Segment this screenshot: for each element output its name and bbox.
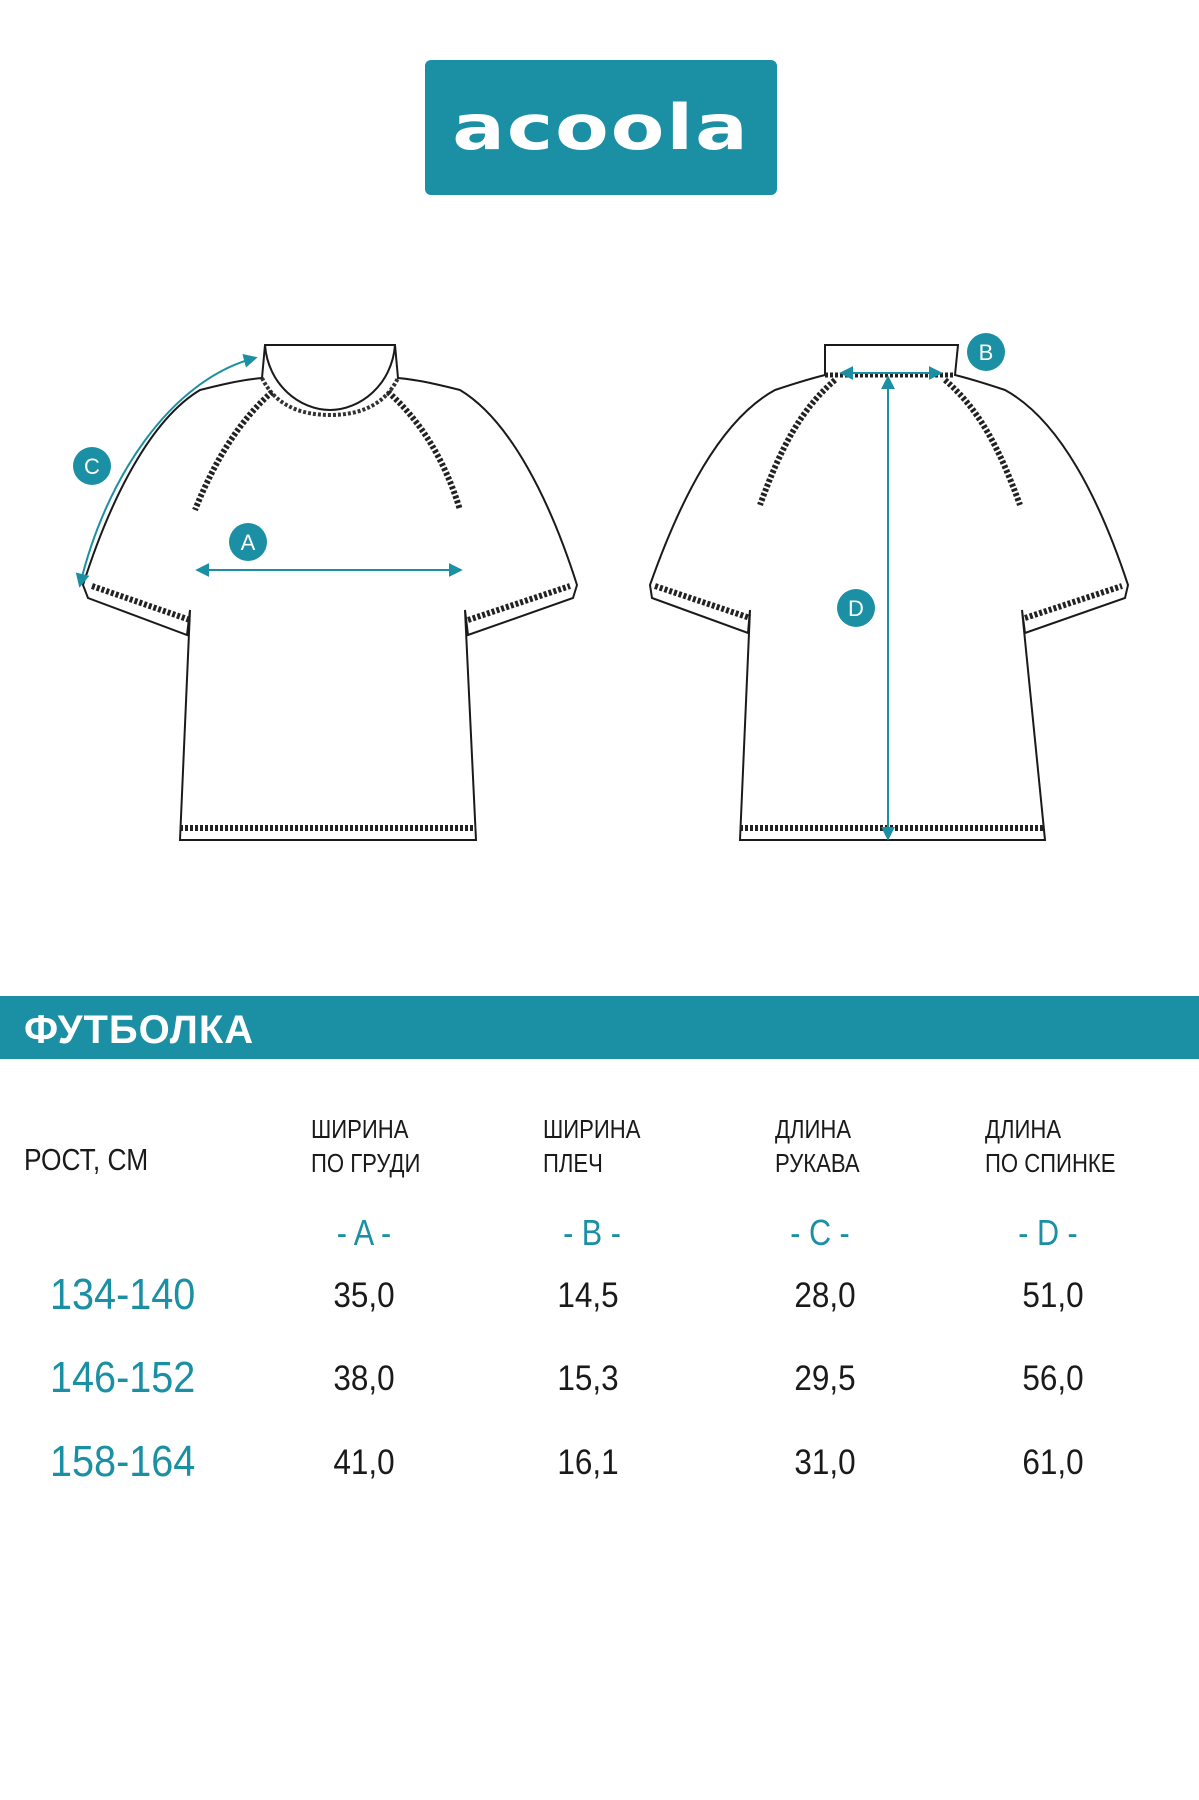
cell-r2-c: 29,5 bbox=[794, 1359, 856, 1398]
column-letter-b: - B - bbox=[563, 1212, 621, 1253]
column-header-c bbox=[775, 1112, 860, 1180]
column-header-b bbox=[543, 1112, 640, 1180]
cell-r3-d: 61,0 bbox=[1022, 1443, 1084, 1482]
cell-r2-d: 56,0 bbox=[1022, 1359, 1084, 1398]
size-row-1: 134-140 bbox=[50, 1270, 196, 1319]
cell-r1-d: 51,0 bbox=[1022, 1276, 1084, 1315]
brand-logo-text: acoola bbox=[452, 91, 750, 164]
section-banner bbox=[0, 996, 1199, 1059]
column-letter-d: - D - bbox=[1018, 1212, 1078, 1253]
label-c: C bbox=[84, 454, 100, 479]
cell-r2-b: 15,3 bbox=[557, 1359, 619, 1398]
label-d: D bbox=[848, 596, 864, 621]
cell-r3-b: 16,1 bbox=[557, 1443, 619, 1482]
column-header-d-line2: ПО СПИНКЕ bbox=[985, 1148, 1116, 1178]
tshirt-front bbox=[83, 345, 577, 840]
column-header-a-line1: ШИРИНА bbox=[311, 1114, 409, 1144]
size-row-3: 158-164 bbox=[50, 1437, 196, 1486]
column-header-b-line2: ПЛЕЧ bbox=[543, 1148, 603, 1178]
label-b: B bbox=[978, 340, 994, 365]
column-header-c-line2: РУКАВА bbox=[775, 1148, 860, 1178]
cell-r2-a: 38,0 bbox=[333, 1359, 395, 1398]
cell-r1-c: 28,0 bbox=[794, 1276, 856, 1315]
cell-r3-c: 31,0 bbox=[794, 1443, 856, 1482]
column-header-c-line1: ДЛИНА bbox=[775, 1114, 852, 1144]
column-letter-c: - C - bbox=[790, 1212, 850, 1253]
cell-r1-a: 35,0 bbox=[333, 1276, 395, 1315]
column-header-d-line1: ДЛИНА bbox=[985, 1114, 1062, 1144]
cell-r3-a: 41,0 bbox=[333, 1443, 395, 1482]
column-header-b-line1: ШИРИНА bbox=[543, 1114, 641, 1144]
column-header-a-line2: ПО ГРУДИ bbox=[311, 1148, 421, 1178]
label-a: A bbox=[240, 530, 256, 555]
column-letter-a: - A - bbox=[336, 1212, 392, 1253]
size-row-2: 146-152 bbox=[50, 1353, 196, 1402]
cell-r1-b: 14,5 bbox=[557, 1276, 619, 1315]
column-header-d bbox=[985, 1112, 1116, 1180]
section-title: ФУТБОЛКА bbox=[24, 1008, 255, 1052]
height-header: РОСТ, СМ bbox=[24, 1142, 149, 1177]
column-header-a bbox=[311, 1112, 420, 1180]
